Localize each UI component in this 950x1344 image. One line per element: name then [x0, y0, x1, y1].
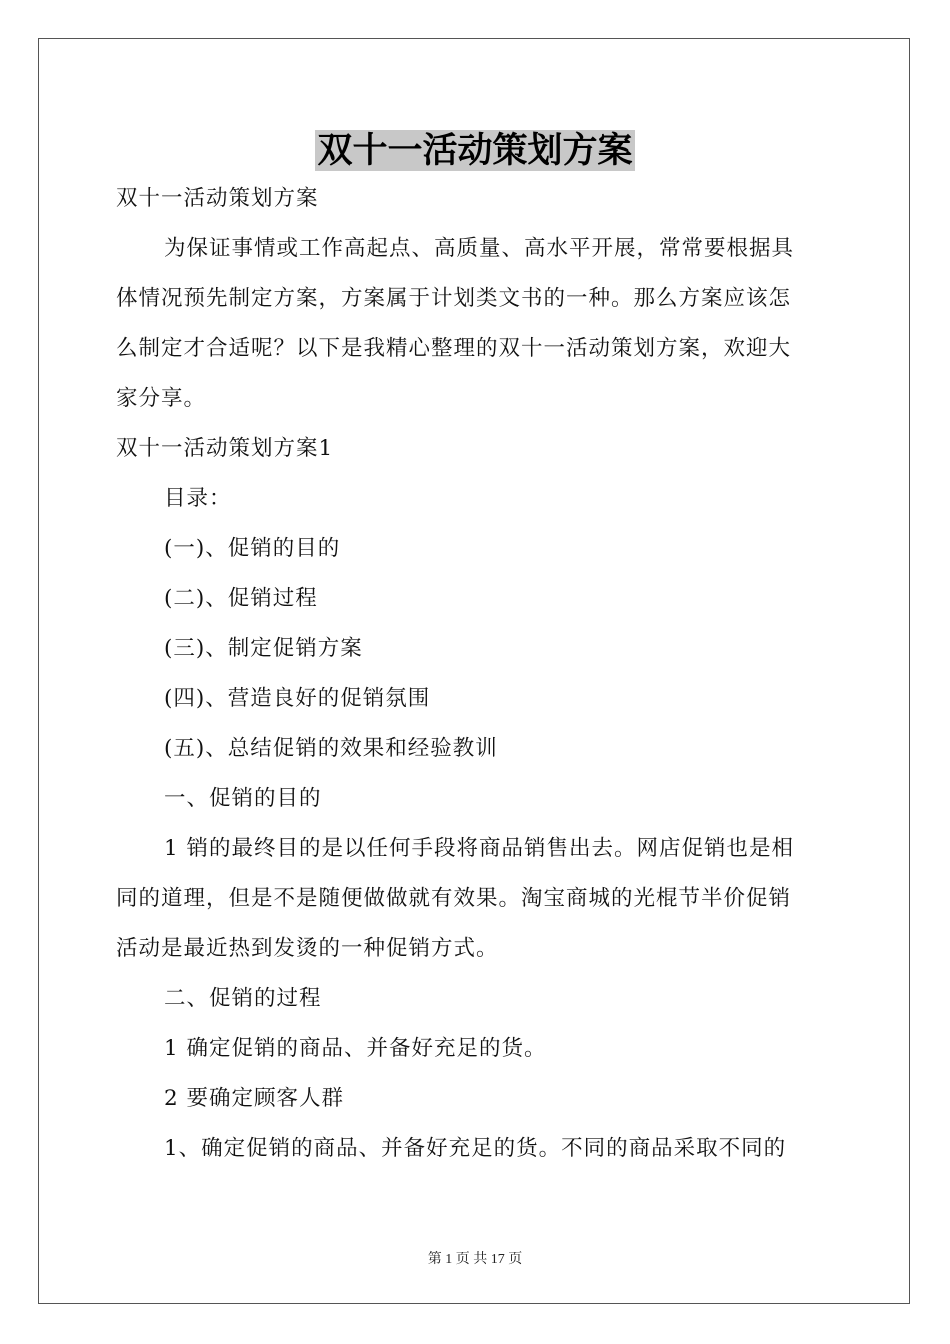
toc-label: 目录： [164, 486, 232, 511]
intro-line-3: 么制定才合适呢？以下是我精心整理的双十一活动策划方案，欢迎大 [116, 336, 792, 361]
intro-line-2: 体情况预先制定方案，方案属于计划类文书的一种。那么方案应该怎 [116, 286, 792, 311]
section-heading: 双十一活动策划方案1 [116, 436, 334, 461]
intro-line-1: 为保证事情或工作高起点、高质量、高水平开展，常常要根据具 [164, 236, 795, 261]
toc-item: (一)、促销的目的 [164, 536, 341, 561]
part2-detail: 1、确定促销的商品、并备好充足的货。不同的商品采取不同的 [164, 1136, 787, 1161]
page-footer: 第 1 页 共 17 页 [427, 1252, 523, 1267]
part1-line-2: 同的道理，但是不是随便做做就有效果。淘宝商城的光棍节半价促销 [116, 886, 792, 911]
toc-item: (四)、营造良好的促销氛围 [164, 686, 431, 711]
part1-line-3: 活动是最近热到发烫的一种促销方式。 [116, 936, 499, 961]
part2-item-2: 2 要确定顾客人群 [164, 1086, 345, 1111]
document-title: 双十一活动策划方案 [317, 130, 633, 171]
part1-heading: 一、促销的目的 [164, 786, 322, 811]
toc-item: (二)、促销过程 [164, 586, 318, 611]
toc-item: (三)、制定促销方案 [164, 636, 363, 661]
part2-item-1: 1 确定促销的商品、并备好充足的货。 [164, 1036, 547, 1061]
part2-heading: 二、促销的过程 [164, 986, 322, 1011]
intro-line-4: 家分享。 [116, 386, 207, 411]
part1-line-1: 1 销的最终目的是以任何手段将商品销售出去。网店促销也是相 [164, 836, 795, 861]
toc-item: (五)、总结促销的效果和经验教训 [164, 736, 498, 761]
subtitle: 双十一活动策划方案 [116, 186, 319, 211]
